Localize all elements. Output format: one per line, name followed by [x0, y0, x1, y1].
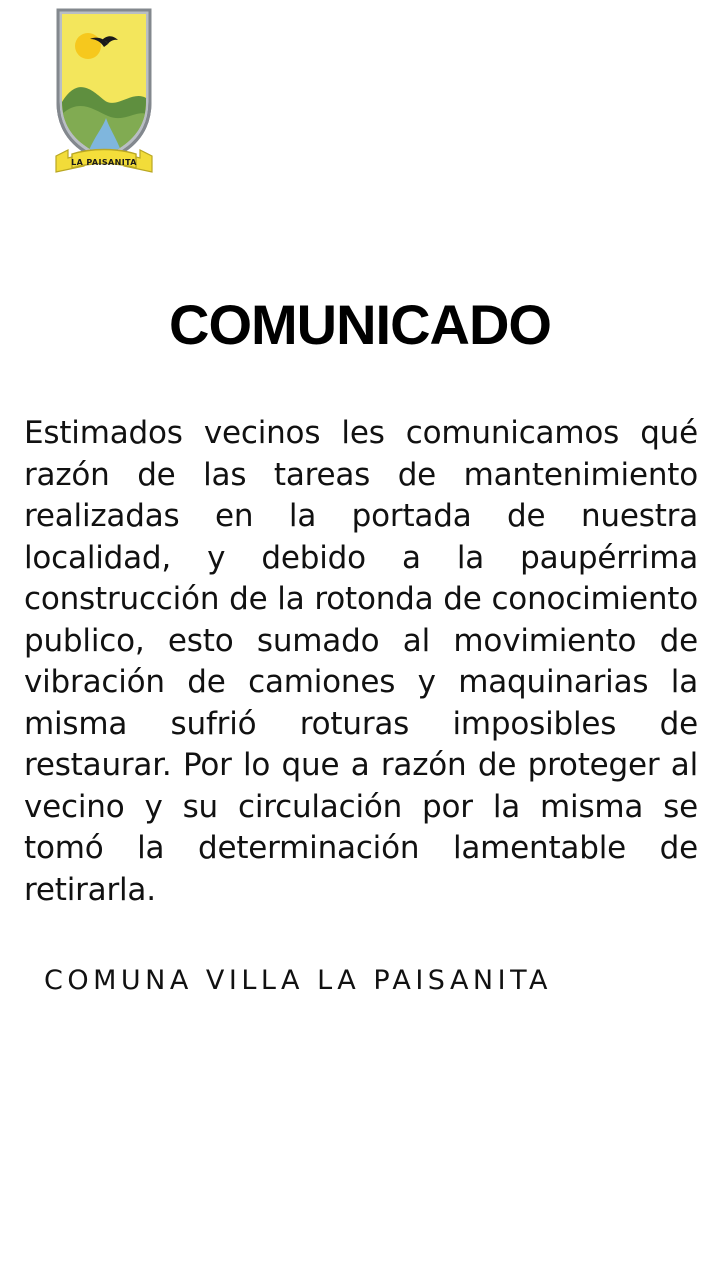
- announcement-body: Estimados vecinos les comunicamos qué razón de las tareas de mantenimiento realizadas en la portada de nuestra localidad, y debido a la paupérrima construcción de la rotonda de conocimiento publico, esto sumado al movimiento de vibración de camiones y maquinarias la misma sufrió roturas imposibles de restaurar. Por lo que a razón de proteger al vecino y su circulación por la misma se tomó la determinación lamentable de retirarla.: [24, 415, 698, 908]
- crest-icon: [44, 6, 164, 186]
- coat-of-arms-la-paisanita: [44, 6, 164, 186]
- signature-line: COMUNA VILLA LA PAISANITA: [44, 965, 552, 996]
- page-title: COMUNICADO: [169, 292, 551, 356]
- crest-banner-text: LA PAISANITA: [71, 158, 137, 167]
